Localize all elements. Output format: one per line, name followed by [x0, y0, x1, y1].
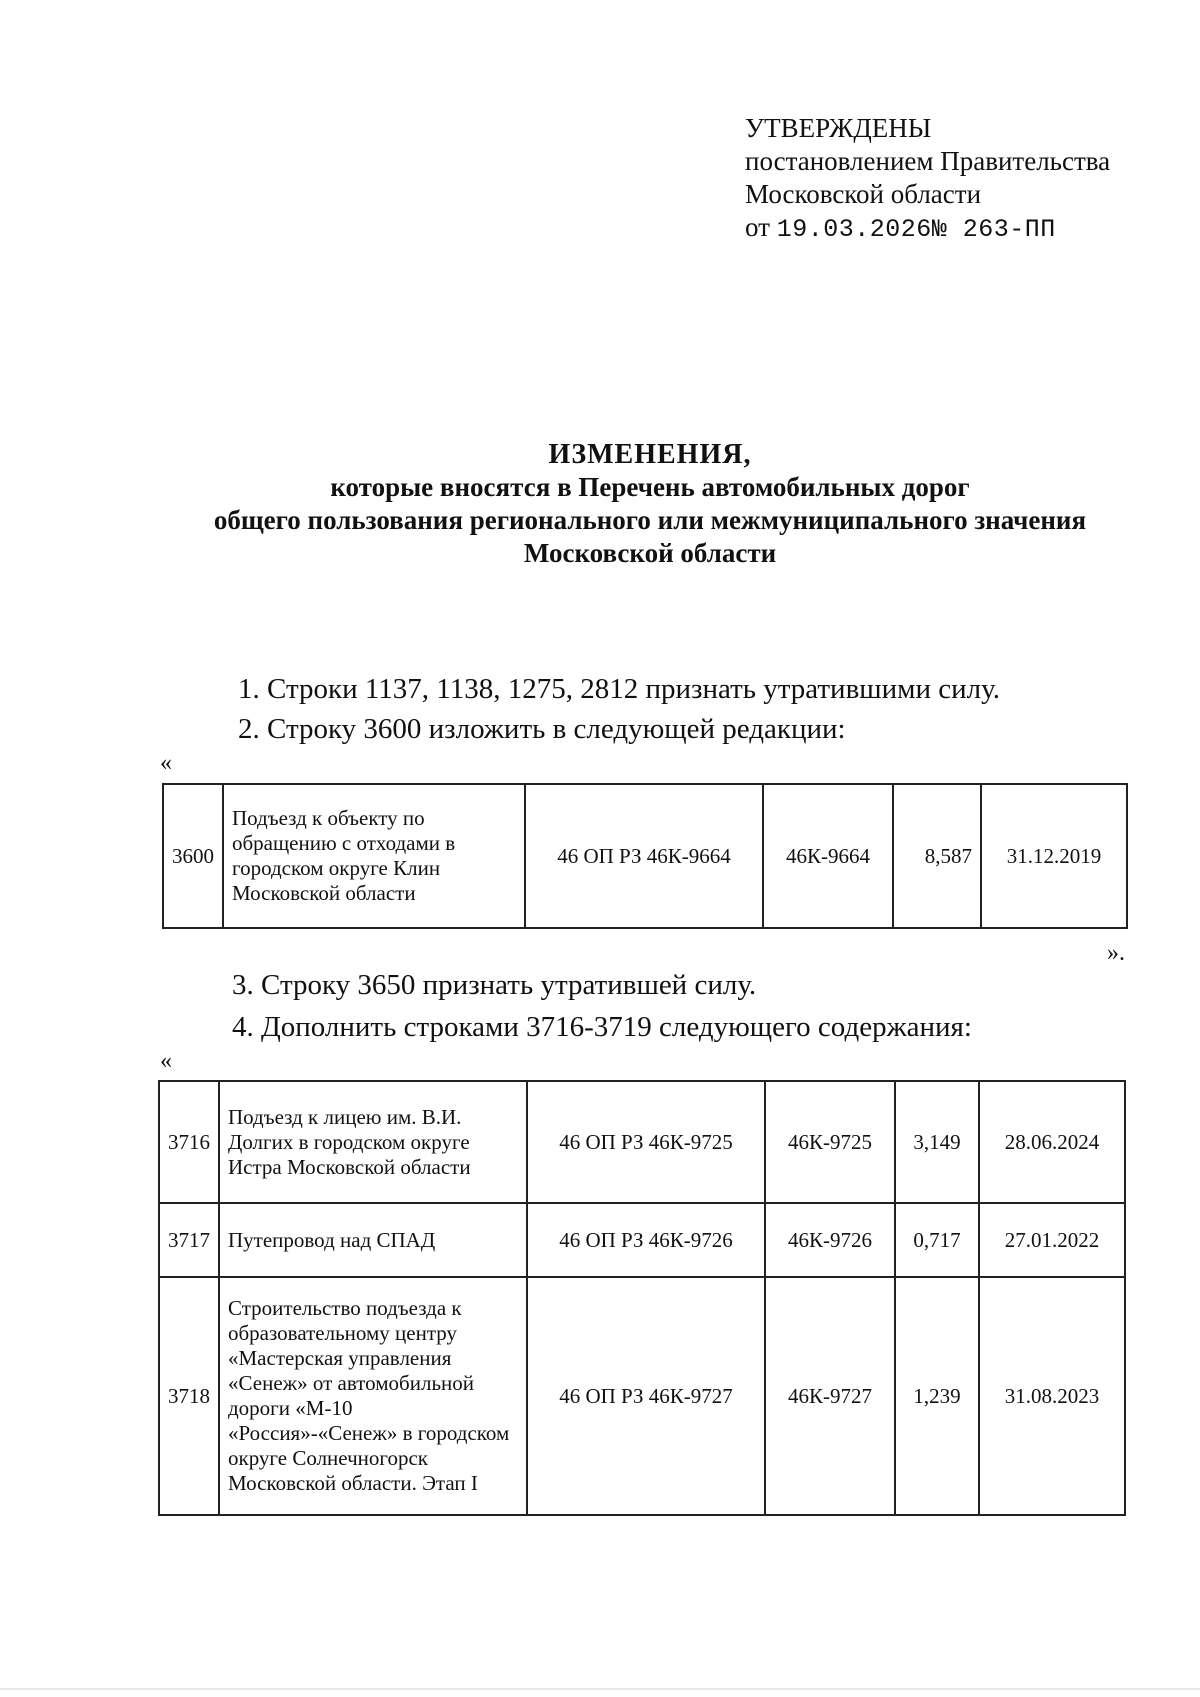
cell-road-name: Строительство подъезда к образовательному центру «Мастерская управления «Сенеж» от автомобильной дороги «М-10 «Россия»-«Сенеж» в городском округе Солнечногорск Московской области. Этап I [219, 1277, 527, 1515]
cell-number: 3717 [159, 1203, 219, 1277]
list-item: 4. Дополнить строками 3716-3719 следующего содержания: [232, 1011, 972, 1043]
cell-length: 3,149 [895, 1081, 979, 1203]
table-row [159, 1081, 1125, 1203]
approval-date-value: 19.03.2026№ 263-ПП [776, 215, 1056, 244]
cell-road-code: 46К-9725 [765, 1081, 895, 1203]
list-item: 1. Строки 1137, 1138, 1275, 2812 признать утратившими силу. [238, 673, 1000, 705]
cell-road-id: 46 ОП РЗ 46К-9726 [527, 1203, 765, 1277]
cell-road-id: 46 ОП РЗ 46К-9664 [525, 784, 763, 928]
cell-road-id: 46 ОП РЗ 46К-9727 [527, 1277, 765, 1515]
table-row [163, 784, 1127, 928]
table-row [159, 1277, 1125, 1515]
cell-length: 8,587 [893, 784, 981, 928]
table-row-3600 [162, 783, 1128, 929]
cell-number: 3718 [159, 1277, 219, 1515]
list-item: 3. Строку 3650 признать утратившей силу. [232, 969, 757, 1001]
scan-artifact-line [0, 1688, 1200, 1690]
close-quote: ». [1107, 940, 1125, 966]
title-main: ИЗМЕНЕНИЯ, [548, 439, 752, 470]
cell-number: 3600 [163, 784, 223, 928]
cell-number: 3716 [159, 1081, 219, 1203]
cell-date: 28.06.2024 [979, 1081, 1125, 1203]
cell-road-code: 46К-9726 [765, 1203, 895, 1277]
approval-block [745, 112, 1110, 246]
cell-road-name: Подъезд к объекту по обращению с отходами в городском округе Клин Московской области [223, 784, 525, 928]
approval-line: Московской области [745, 179, 982, 209]
cell-date: 31.08.2023 [979, 1277, 1125, 1515]
cell-length: 1,239 [895, 1277, 979, 1515]
cell-date: 27.01.2022 [979, 1203, 1125, 1277]
title-line: Московской области [523, 538, 777, 568]
cell-road-id: 46 ОП РЗ 46К-9725 [527, 1081, 765, 1203]
title-line: общего пользования регионального или межмуниципального значения [213, 505, 1087, 535]
cell-length: 0,717 [895, 1203, 979, 1277]
cell-date: 31.12.2019 [981, 784, 1127, 928]
approval-date-prefix: от [745, 212, 770, 242]
open-quote: « [160, 1048, 172, 1074]
cell-road-name: Подъезд к лицею им. В.И. Долгих в городском округе Истра Московской области [219, 1081, 527, 1203]
list-item: 2. Строку 3600 изложить в следующей редакции: [238, 713, 846, 745]
table-row [159, 1203, 1125, 1277]
cell-road-name: Путепровод над СПАД [219, 1203, 527, 1277]
open-quote: « [160, 750, 172, 776]
document-title [60, 438, 1200, 570]
cell-road-code: 46К-9664 [763, 784, 893, 928]
approval-line: постановлением Правительства [745, 146, 1111, 176]
approval-date [745, 211, 1110, 246]
approval-heading: УТВЕРЖДЕНЫ [745, 113, 932, 143]
additions-table [158, 1080, 1126, 1516]
title-line: которые вносятся в Перечень автомобильных дорог [330, 472, 970, 502]
cell-road-code: 46К-9727 [765, 1277, 895, 1515]
